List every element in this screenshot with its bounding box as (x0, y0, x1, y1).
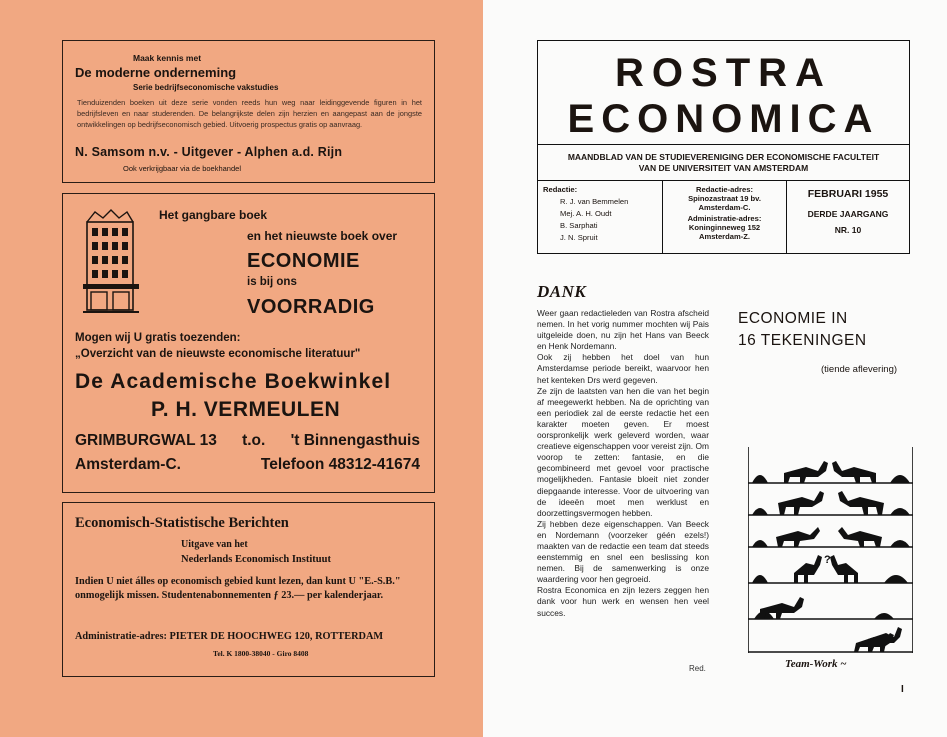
ad-samsom (62, 40, 435, 183)
ad-boekwinkel-phone: Telefoon 48312-41674 (260, 456, 420, 473)
ad-boekwinkel-offer-line1: Mogen wij U gratis toezenden: (75, 332, 241, 344)
ad-esb-body: Indien U niet álles op economisch gebied kunt lezen, dan kunt U "E.-S.B." onmogelijk missen. Studentenabonnementen ƒ 23.— per kalenderjaar. (75, 576, 401, 601)
page-number: I (901, 684, 904, 695)
ad-boekwinkel-shop-name: De Academische Boekwinkel (75, 370, 392, 393)
journal-title-line1: ROSTRA (615, 51, 832, 95)
ad-boekwinkel-to: t.o. (242, 432, 266, 449)
masthead-divider (538, 144, 909, 145)
ad-esb-line2: Nederlands Economisch Instituut (181, 554, 331, 565)
issue-volume: DERDE JAARGANG (807, 209, 889, 219)
ad-samsom-subtitle: Serie bedrijfseconomische vakstudies (133, 83, 279, 92)
redactie-member: J. N. Spruit (560, 233, 598, 242)
ad-boekwinkel-line1: Het gangbare boek (159, 208, 268, 222)
article-signature: Red. (689, 664, 706, 673)
ad-boekwinkel-city: Amsterdam-C. (75, 456, 181, 473)
feature-title-line1: ECONOMIE IN (738, 310, 848, 327)
cartoon-question-mark: ? (824, 554, 831, 566)
ad-boekwinkel-economie: ECONOMIE (247, 250, 360, 272)
admin-adres-city: Amsterdam-Z. (698, 232, 751, 241)
masthead-subtitle (538, 152, 909, 174)
article-paragraph: Weer gaan redactieleden van Rostra afscheid nemen. In het vorig nummer mochten wij Pais uitgeleide doen, nu zijn het Hans van Beeck en Henk Nordemann. (537, 308, 709, 352)
ad-boekwinkel-voorradig: VOORRADIG (247, 296, 375, 318)
masthead-subtitle-line1: MAANDBLAD VAN DE STUDIEVERENIGING DER ECONOMISCHE FACULTEIT (567, 152, 880, 162)
article-body (537, 308, 709, 619)
ad-boekwinkel-address-row (75, 432, 420, 450)
ad-samsom-body: Tienduizenden boeken uit deze serie vonden reeds hun weg naar leidinggevende figuren in het bedrijfsleven en naar studerenden. De belangrijkste delen zijn herzien en aangepast aan de jongste ontwikkelingen op bedrijfseconomisch gebied. Uitvoerig prospectus gratis op aanvraag. (77, 98, 422, 129)
bookshop-building-illustration (81, 208, 141, 316)
team-work-donkey-cartoon (748, 447, 913, 653)
ad-samsom-publisher: N. Samsom n.v. - Uitgever - Alphen a.d. Rijn (75, 145, 343, 159)
ad-boekwinkel (62, 193, 435, 493)
feature-title-line2: 16 TEKENINGEN (738, 332, 867, 349)
ad-boekwinkel-street: GRIMBURGWAL 13 (75, 432, 217, 449)
redactie-member: Mej. A. H. Oudt (560, 209, 612, 218)
ad-samsom-title: De moderne onderneming (75, 65, 237, 80)
ad-boekwinkel-offer-line2: „Overzicht van de nieuwste economische literatuur" (75, 348, 361, 360)
masthead-issue (787, 180, 909, 253)
feature-title (738, 308, 867, 352)
ad-boekwinkel-line2: en het nieuwste boek over (247, 229, 398, 243)
redactie-label: Redactie: (543, 185, 578, 194)
masthead-addresses (662, 180, 787, 253)
ad-samsom-kicker: Maak kennis met (133, 53, 202, 63)
admin-adres-street: Koninginneweg 152 (688, 223, 761, 232)
ad-esb-title: Economisch-Statistische Berichten (75, 515, 289, 531)
admin-adres-label: Administratie-adres: (687, 214, 762, 223)
feature-subtitle: (tiende aflevering) (821, 364, 898, 375)
article-paragraph: Rostra Economica en zijn lezers zeggen hen dank voor hun werk en wensen hen veel succes. (537, 585, 709, 618)
article-heading: DANK (537, 282, 587, 301)
journal-title-line2: ECONOMICA (567, 97, 880, 141)
issue-number: NR. 10 (834, 225, 862, 235)
ad-esb (62, 502, 435, 677)
redactie-member: R. J. van Bemmelen (560, 197, 629, 206)
cartoon-caption: Team-Work ~ (785, 658, 847, 670)
ad-esb-tel: Tel. K 1800-38040 - Giro 8408 (213, 649, 309, 658)
masthead-redactie (538, 180, 662, 253)
ad-boekwinkel-gasthuis: 't Binnengasthuis (290, 432, 420, 449)
masthead-subtitle-line2: VAN DE UNIVERSITEIT VAN AMSTERDAM (638, 163, 809, 173)
article-paragraph: Zij hebben deze eigenschappen. Van Beeck en Nordemann (voorzeker géén ezels!) maakten van de redactie een team dat steeds eenstemmig en snel een beslissing kon nemen. Bij de samenwerking is onze waardering voor hen gegroeid. (537, 518, 709, 585)
article-paragraph: Ze zijn de laatsten van hen die van het begin af meegewerkt hebben. Na de oprichting van een periodiek zal de eerste redactie het een karakter moeten geven. Er moest oorspronkelijk werk geleverd worden, waar creatieve eigenschappen voor vereist zijn. Om voorop te zetten: fantasie, en die gecombineerd met gevoel voor practische mogelijkheden. Fantasie bloeit niet zonder diepgaande interesse. Voor de uitvoering van de ideeën moet men werklust en doorzettingsvermogen hebben. (537, 385, 709, 518)
right-page-journal (483, 0, 947, 737)
masthead (537, 40, 910, 254)
issue-date: FEBRUARI 1955 (807, 188, 889, 200)
ad-esb-line1: Uitgave van het (181, 539, 248, 550)
redactie-adres-label: Redactie-adres: (696, 185, 753, 194)
ad-esb-admin: Administratie-adres: PIETER DE HOOCHWEG 120, ROTTERDAM (75, 631, 384, 642)
ad-samsom-note: Ook verkrijgbaar via de boekhandel (123, 164, 241, 173)
article-paragraph: Ook zij hebben het doel van hun Amsterdamse periode bereikt, waarvoor hen het kenteken Drs werd gegeven. (537, 352, 709, 385)
ad-boekwinkel-owner: P. H. VERMEULEN (151, 398, 341, 421)
ad-boekwinkel-line3: is bij ons (247, 276, 297, 288)
redactie-adres-street: Spinozastraat 19 bv. (688, 194, 761, 203)
redactie-adres-city: Amsterdam-C. (698, 203, 751, 212)
ad-boekwinkel-city-row (75, 456, 420, 474)
redactie-member: B. Sarphati (560, 221, 598, 230)
